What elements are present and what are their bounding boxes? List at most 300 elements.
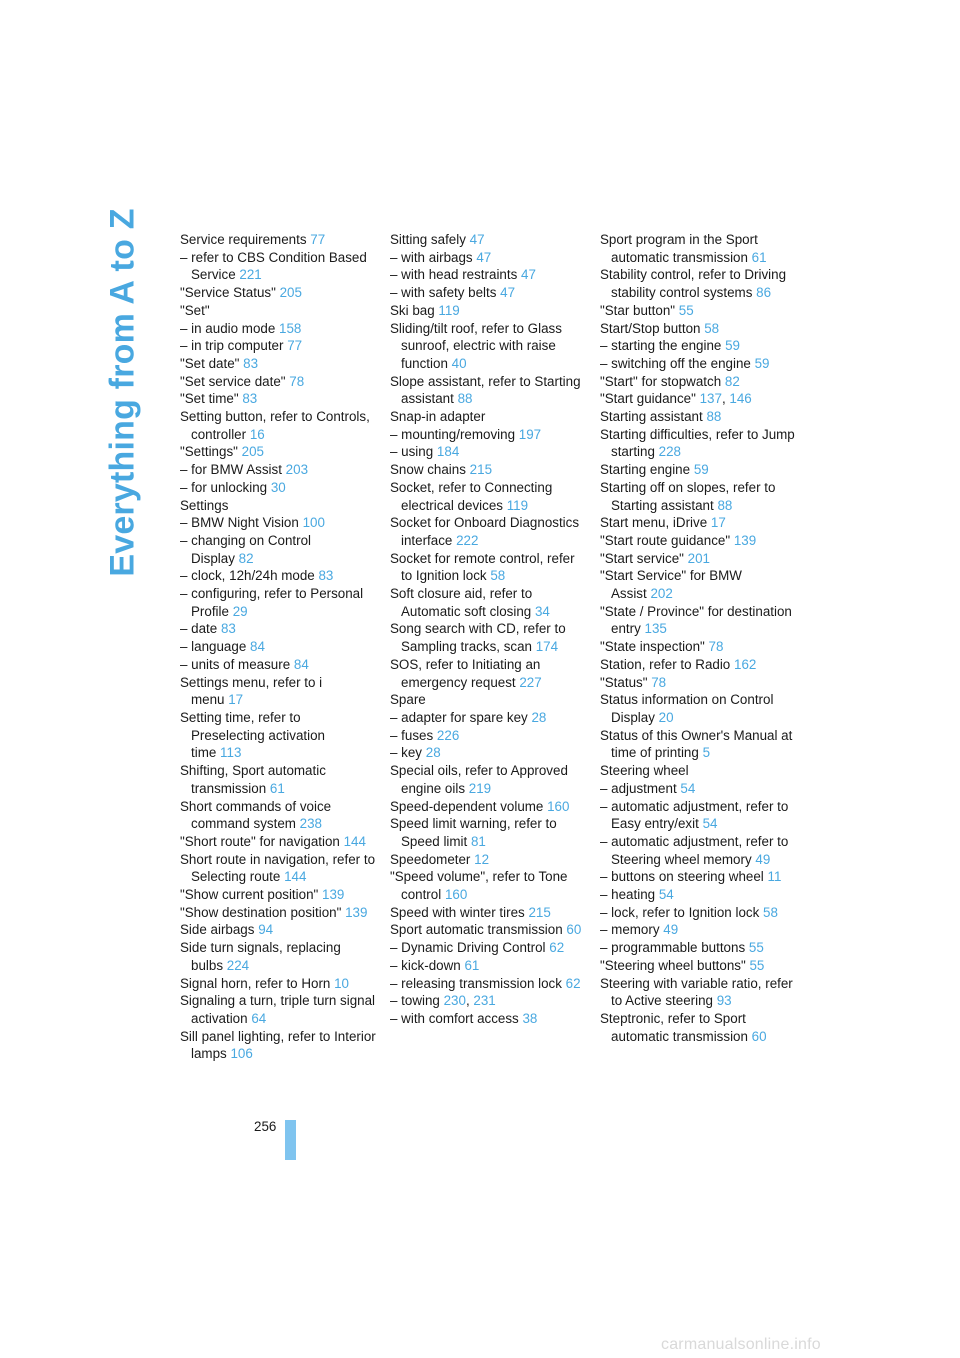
index-column-1	[180, 231, 376, 1063]
index-entry-text: Spare	[390, 692, 426, 708]
page-reference-link[interactable]: 94	[258, 922, 274, 938]
page-reference-link[interactable]: 58	[704, 320, 720, 336]
index-entry-text: Snap-in adapter	[390, 409, 486, 425]
index-entry	[600, 904, 796, 922]
index-entry	[390, 461, 586, 479]
index-entry	[390, 975, 586, 993]
index-column-3	[600, 231, 796, 1045]
index-entry	[180, 1028, 376, 1063]
page-reference-link[interactable]: 20	[658, 709, 674, 725]
index-entry	[390, 1010, 586, 1028]
page-reference-link[interactable]: 47	[469, 232, 485, 247]
index-entry-text: "Start guidance"	[600, 391, 696, 407]
index-entry-text: Starting engine	[600, 462, 691, 478]
index-entry-text: – switching off the engine	[600, 355, 751, 371]
index-entry	[390, 656, 586, 691]
index-entry	[180, 443, 376, 461]
page-reference-link[interactable]: 135	[644, 621, 667, 637]
index-entry	[180, 373, 376, 391]
page-reference-link[interactable]: 58	[490, 568, 506, 584]
index-entry-text: Signaling a turn, triple turn signal activation	[180, 993, 376, 1026]
index-entry	[600, 674, 796, 692]
index-entry-text: Sill panel lighting, refer to Interior lamps	[180, 1028, 376, 1062]
index-entry	[390, 479, 586, 514]
index-entry-text: – refer to CBS Condition Based Service	[180, 249, 367, 283]
index-entry	[180, 497, 376, 515]
index-entry: – towing 230, 231	[390, 993, 496, 1009]
index-entry-text: "Set"	[180, 302, 210, 318]
page-reference-link[interactable]: 224	[226, 957, 250, 973]
page-reference-link[interactable]: 34	[534, 603, 550, 619]
page-reference-link[interactable]: 47	[500, 285, 516, 301]
index-entry	[600, 886, 796, 904]
index-entry	[600, 231, 796, 266]
index-entry	[180, 249, 376, 284]
page-reference-link[interactable]: 62	[565, 975, 581, 991]
index-entry-text: "Service Status"	[180, 285, 276, 301]
index-entry-text: Socket, refer to Connecting electrical devices	[390, 479, 553, 513]
page-reference-link[interactable]: 146	[729, 391, 752, 407]
page-reference-link[interactable]: 29	[232, 603, 248, 619]
index-entry-text: – Dynamic Driving Control	[390, 940, 546, 956]
page-number: 256	[254, 1119, 277, 1134]
index-entry	[390, 921, 586, 939]
page-reference-link[interactable]: 160	[444, 887, 468, 903]
index-entry	[390, 443, 586, 461]
page-reference-link[interactable]: 226	[436, 727, 460, 743]
page-reference-link[interactable]: 113	[220, 745, 242, 761]
index-entry-text: Sport automatic transmission	[390, 922, 563, 938]
index-entry-text: – configuring, refer to Personal Profile	[180, 586, 364, 619]
index-entry-text: "Steering wheel buttons"	[600, 957, 746, 973]
index-entry	[600, 762, 796, 780]
index-entry	[600, 479, 796, 514]
index-entry-text: Settings	[180, 497, 229, 513]
index-entry-text: "Star button"	[600, 302, 676, 318]
index-entry	[180, 921, 376, 939]
index-entry-text: – key	[390, 745, 423, 761]
index-entry	[600, 408, 796, 426]
index-entry	[600, 691, 796, 726]
page-reference-link[interactable]: 17	[228, 692, 244, 708]
index-entry-text: Station, refer to Radio	[600, 656, 731, 672]
index-entry-text: Steering with variable ratio, refer to Active steering	[600, 975, 793, 1009]
index-entry	[390, 957, 586, 975]
index-entry-text: Speedometer	[390, 851, 471, 867]
index-entry-text: "Short route" for navigation	[180, 833, 340, 849]
index-entry	[600, 302, 796, 320]
index-entry	[390, 762, 586, 797]
index-entry-text: Side turn signals, replacing bulbs	[180, 940, 341, 973]
index-entry-text: – date	[180, 621, 218, 637]
index-entry	[180, 833, 376, 851]
index-entry	[600, 603, 796, 638]
page-reference-link[interactable]: 84	[250, 639, 265, 655]
index-entry	[180, 709, 376, 762]
index-entry-text: Socket for Onboard Diagnostics interface	[390, 515, 580, 548]
index-entry-text: – using	[390, 444, 434, 460]
page-reference-link[interactable]: 106	[230, 1046, 253, 1062]
index-entry-text: Soft closure aid, refer to Automatic soft closing	[390, 586, 533, 619]
index-entry	[600, 833, 796, 868]
index-entry	[180, 461, 376, 479]
index-entry	[600, 798, 796, 833]
index-entry	[600, 320, 796, 338]
page-reference-link[interactable]: 83	[243, 355, 259, 371]
index-entry-text: Ski bag	[390, 302, 435, 318]
page-reference-link[interactable]: 238	[299, 816, 322, 832]
page-reference-link[interactable]: 202	[650, 586, 673, 602]
page-reference-link[interactable]: 30	[270, 479, 286, 495]
page-reference-link[interactable]: 64	[251, 1010, 267, 1026]
index-columns	[180, 231, 800, 1111]
index-entry	[180, 337, 376, 355]
page-reference-link[interactable]: 55	[678, 302, 694, 318]
index-entry-text: – changing on Control Display	[180, 532, 312, 566]
index-column-2	[390, 231, 586, 1028]
page-reference-link[interactable]: 59	[754, 355, 770, 371]
page-reference-link[interactable]: 162	[734, 656, 757, 672]
index-entry	[600, 939, 796, 957]
index-entry-text: – for BMW Assist	[180, 462, 282, 478]
index-entry	[390, 408, 586, 426]
page-reference-link[interactable]: 93	[716, 993, 732, 1009]
index-entry-text: Short commands of voice command system	[180, 798, 332, 832]
index-entry	[600, 266, 796, 301]
index-entry	[600, 957, 796, 975]
page-reference-link[interactable]: 61	[269, 780, 285, 796]
page-reference-link[interactable]: 58	[763, 904, 778, 920]
index-entry	[600, 656, 796, 674]
index-entry-text: – with safety belts	[390, 285, 497, 301]
index-entry	[180, 762, 376, 797]
page-reference-link[interactable]: 215	[469, 462, 493, 478]
index-entry-text: Stability control, refer to Driving stability control systems	[600, 267, 787, 301]
index-entry-text: – automatic adjustment, refer to Easy entry/exit	[600, 798, 789, 832]
index-entry-text: Sliding/tilt roof, refer to Glass sunroof, electric with raise function	[390, 320, 562, 371]
index-entry	[600, 727, 796, 762]
page-reference-link[interactable]: 228	[658, 444, 681, 460]
index-entry-text: – in audio mode	[180, 320, 276, 336]
index-entry-text: – with airbags	[390, 249, 473, 265]
index-entry-text: Status information on Control Display	[600, 692, 774, 725]
index-entry	[600, 921, 796, 939]
index-entry	[600, 638, 796, 656]
index-entry	[390, 744, 586, 762]
index-entry	[600, 550, 796, 568]
page-reference-link[interactable]: 54	[702, 816, 718, 832]
page-reference-link[interactable]: 78	[289, 373, 305, 389]
index-entry-text: – in trip computer	[180, 338, 284, 354]
page-reference-link[interactable]: 28	[531, 709, 547, 725]
page-reference-link[interactable]: 222	[456, 532, 479, 548]
page-reference-link[interactable]: 197	[518, 426, 542, 442]
page-reference-link[interactable]: 144	[284, 869, 307, 885]
index-entry	[180, 532, 376, 567]
index-entry	[600, 426, 796, 461]
index-entry-text: – releasing transmission lock	[390, 975, 562, 991]
index-entry	[390, 266, 586, 284]
page-reference-link[interactable]: 83	[242, 391, 258, 407]
page-reference-link[interactable]: 84	[293, 656, 309, 672]
index-entry	[180, 514, 376, 532]
index-entry	[390, 514, 586, 549]
page-reference-link[interactable]: 215	[528, 904, 551, 920]
index-entry-text: "Set date"	[180, 355, 240, 371]
page-reference-link[interactable]: 139	[733, 532, 757, 548]
index-entry-text: Speed limit warning, refer to Speed limit	[390, 816, 557, 849]
page-reference-link[interactable]: 230	[443, 993, 466, 1009]
index-entry-text: – lock, refer to Ignition lock	[600, 904, 760, 920]
watermark: carmanualsonline.info	[661, 1336, 821, 1353]
index-entry-text: Song search with CD, refer to Sampling tracks, scan	[390, 621, 566, 655]
index-entry-text: Sitting safely	[390, 232, 466, 247]
index-entry	[600, 975, 796, 1010]
page-reference-link[interactable]: 62	[549, 940, 565, 956]
index-entry-text: – adapter for spare key	[390, 709, 528, 725]
index-entry-text: – towing	[390, 993, 440, 1009]
index-entry-text: Socket for remote control, refer to Ignition lock	[390, 550, 575, 584]
index-entry-text: Special oils, refer to Approved engine oils	[390, 763, 568, 796]
index-entry-text: "Show current position"	[180, 887, 319, 903]
index-entry-text: – programmable buttons	[600, 940, 746, 956]
index-entry-text: – mounting/removing	[390, 426, 516, 442]
index-entry	[180, 585, 376, 620]
index-entry	[600, 780, 796, 798]
page-reference-link[interactable]: 227	[519, 674, 542, 690]
index-entry-text: – automatic adjustment, refer to Steering wheel memory	[600, 833, 789, 867]
index-entry-text: "State / Province" for destination entry	[600, 603, 792, 637]
page-reference-link[interactable]: 78	[651, 674, 667, 690]
page-reference-link[interactable]: 174	[535, 639, 559, 655]
index-entry-text: – kick-down	[390, 957, 461, 973]
index-entry-text: Starting difficulties, refer to Jump starting	[600, 426, 795, 460]
index-entry	[390, 868, 586, 903]
index-entry	[390, 550, 586, 585]
page-reference-link[interactable]: 49	[755, 851, 771, 867]
page-reference-link[interactable]: 119	[438, 302, 460, 318]
index-entry-text: "Set time"	[180, 391, 239, 407]
index-entry-text: – adjustment	[600, 780, 677, 796]
index-entry-text: "Start" for stopwatch	[600, 373, 722, 389]
page-reference-link[interactable]: 184	[436, 444, 460, 460]
index-entry-text: Short route in navigation, refer to Selecting route	[180, 851, 376, 885]
index-entry-text: – language	[180, 639, 247, 655]
index-entry-text: Settings menu, refer to i menu	[180, 674, 323, 708]
index-entry-text: – with head restraints	[390, 267, 518, 283]
index-entry	[390, 815, 586, 850]
index-entry-text: "Start Service" for BMW Assist	[600, 568, 742, 602]
index-entry	[180, 992, 376, 1027]
page-reference-link[interactable]: 219	[468, 780, 492, 796]
index-entry	[180, 886, 376, 904]
page-reference-link[interactable]: 28	[425, 745, 441, 761]
page-reference-link[interactable]: 201	[687, 550, 710, 566]
index-entry-text: "Show destination position"	[180, 904, 342, 920]
page-reference-link[interactable]: 203	[285, 462, 309, 478]
index-entry	[180, 390, 376, 408]
index-entry	[390, 302, 586, 320]
page-reference-link[interactable]: 47	[476, 249, 492, 265]
page-reference-link[interactable]: 59	[693, 462, 709, 478]
index-entry-text: "Set service date"	[180, 373, 286, 389]
page-reference-link[interactable]: 61	[751, 249, 767, 265]
index-entry	[600, 337, 796, 355]
page-reference-link[interactable]: 12	[474, 851, 490, 867]
index-entry	[390, 798, 586, 816]
index-entry-text: – memory	[600, 922, 660, 938]
index-entry	[390, 851, 586, 869]
page-marker-bar	[285, 1120, 296, 1160]
page-reference-link[interactable]: 10	[334, 975, 349, 991]
page-reference-link[interactable]: 54	[658, 887, 674, 903]
index-entry	[390, 373, 586, 408]
page-reference-link[interactable]: 86	[756, 285, 772, 301]
page-reference-link[interactable]: 88	[457, 391, 473, 407]
page-reference-link[interactable]: 17	[710, 515, 726, 531]
index-entry	[390, 691, 586, 709]
index-entry	[180, 656, 376, 674]
page-reference-link[interactable]: 54	[680, 780, 696, 796]
page-reference-link[interactable]: 100	[302, 515, 325, 531]
index-entry-text: – fuses	[390, 727, 434, 743]
index-entry-text: Shifting, Sport automatic transmission	[180, 763, 326, 796]
page-reference-link[interactable]: 160	[547, 798, 570, 814]
index-entry	[180, 975, 376, 993]
page-reference-link[interactable]: 49	[663, 922, 679, 938]
index-entry	[180, 302, 376, 320]
index-entry	[600, 461, 796, 479]
index-entry	[600, 355, 796, 373]
index-entry-text: "Speed volume", refer to Tone control	[390, 869, 568, 903]
page-reference-link[interactable]: 5	[702, 745, 711, 761]
index-entry	[600, 514, 796, 532]
index-entry	[390, 284, 586, 302]
page-reference-link[interactable]: 77	[287, 338, 303, 354]
index-entry-text: Setting button, refer to Controls, controller	[180, 409, 370, 442]
page-reference-link[interactable]: 11	[767, 869, 782, 885]
index-entry	[390, 904, 586, 922]
page-reference-link[interactable]: 82	[724, 373, 740, 389]
index-entry-text: Side airbags	[180, 922, 255, 938]
page-reference-link[interactable]: 205	[279, 285, 302, 301]
page-reference-link[interactable]: 61	[464, 957, 480, 973]
index-entry-text: Setting time, refer to Preselecting activation time	[180, 709, 325, 761]
index-entry-text: Steptronic, refer to Sport automatic transmission	[600, 1010, 748, 1044]
index-entry-text: "Settings"	[180, 444, 238, 460]
index-entry	[600, 868, 796, 886]
index-entry	[390, 620, 586, 655]
index-entry	[600, 567, 796, 602]
page-reference-link[interactable]: 47	[521, 267, 536, 283]
index-entry	[180, 851, 376, 886]
index-entry	[390, 231, 586, 249]
index-entry	[180, 638, 376, 656]
page-reference-link[interactable]: 231	[473, 993, 496, 1009]
page-reference-link[interactable]: 16	[249, 426, 265, 442]
page-reference-link[interactable]: 55	[749, 957, 765, 973]
index-entry	[390, 585, 586, 620]
page-reference-link[interactable]: 60	[566, 922, 582, 938]
index-entry-text: Slope assistant, refer to Starting assistant	[390, 373, 581, 407]
index-entry-text: Signal horn, refer to Horn	[180, 975, 331, 991]
index-entry	[600, 373, 796, 391]
index-entry	[390, 727, 586, 745]
page-reference-link[interactable]: 205	[241, 444, 264, 460]
index-entry-text: "Status"	[600, 674, 648, 690]
index-entry-text: – starting the engine	[600, 338, 722, 354]
index-entry-text: Speed-dependent volume	[390, 798, 544, 814]
index-entry-text: Service requirements	[180, 232, 307, 247]
index-entry-text: Start/Stop button	[600, 320, 701, 336]
index-entry	[180, 355, 376, 373]
index-entry	[180, 408, 376, 443]
page-reference-link[interactable]: 81	[470, 833, 486, 849]
page-reference-link[interactable]: 158	[279, 320, 302, 336]
index-entry	[180, 231, 376, 249]
page-reference-link[interactable]: 40	[451, 355, 467, 371]
index-entry	[390, 249, 586, 267]
page-reference-link[interactable]: 55	[748, 940, 764, 956]
index-entry: "Start guidance" 137, 146	[600, 391, 752, 407]
index-entry-text: – BMW Night Vision	[180, 515, 299, 531]
index-entry	[390, 939, 586, 957]
page-reference-link[interactable]: 137	[699, 391, 722, 407]
page-reference-link[interactable]: 88	[706, 409, 722, 425]
index-entry	[390, 426, 586, 444]
index-entry	[600, 1010, 796, 1045]
index-entry-text: – buttons on steering wheel	[600, 869, 764, 885]
page-reference-link[interactable]: 119	[506, 497, 529, 513]
index-entry	[180, 284, 376, 302]
page-reference-link[interactable]: 60	[751, 1028, 767, 1044]
index-entry-text: SOS, refer to Initiating an emergency request	[390, 656, 541, 690]
index-entry	[180, 620, 376, 638]
side-section-title-text: Everything from A to Z	[103, 207, 142, 577]
page-reference-link[interactable]: 83	[220, 621, 236, 637]
page-reference-link[interactable]: 144	[343, 833, 366, 849]
index-entry-text: – for unlocking	[180, 479, 268, 495]
page-reference-link[interactable]: 139	[322, 887, 345, 903]
page-reference-link[interactable]: 221	[239, 267, 262, 283]
index-entry	[180, 479, 376, 497]
index-entry-text: Snow chains	[390, 462, 466, 478]
index-entry	[600, 532, 796, 550]
index-entry-text: – heating	[600, 887, 656, 903]
index-entry-text: Speed with winter tires	[390, 904, 525, 920]
index-entry-text: Start menu, iDrive	[600, 515, 708, 531]
page-reference-link[interactable]: 77	[310, 232, 326, 247]
index-entry	[180, 674, 376, 709]
index-entry-text: Sport program in the Sport automatic transmission	[600, 232, 758, 265]
page-reference-link[interactable]: 78	[708, 639, 724, 655]
index-entry-text: "State inspection"	[600, 639, 705, 655]
page-reference-link[interactable]: 82	[238, 550, 254, 566]
index-entry	[390, 709, 586, 727]
page-reference-link[interactable]: 83	[318, 568, 334, 584]
index-entry-text: Status of this Owner's Manual at time of printing	[600, 727, 793, 761]
index-entry-text: "Start route guidance"	[600, 532, 731, 548]
page-reference-link[interactable]: 59	[725, 338, 740, 354]
page-reference-link[interactable]: 38	[522, 1010, 538, 1026]
index-entry	[180, 904, 376, 922]
index-entry-text: – units of measure	[180, 656, 291, 672]
page-reference-link[interactable]: 139	[345, 904, 368, 920]
page-reference-link[interactable]: 88	[717, 497, 733, 513]
index-entry-text: – with comfort access	[390, 1010, 519, 1026]
index-entry-text: Starting assistant	[600, 409, 703, 425]
side-section-title	[96, 207, 150, 577]
